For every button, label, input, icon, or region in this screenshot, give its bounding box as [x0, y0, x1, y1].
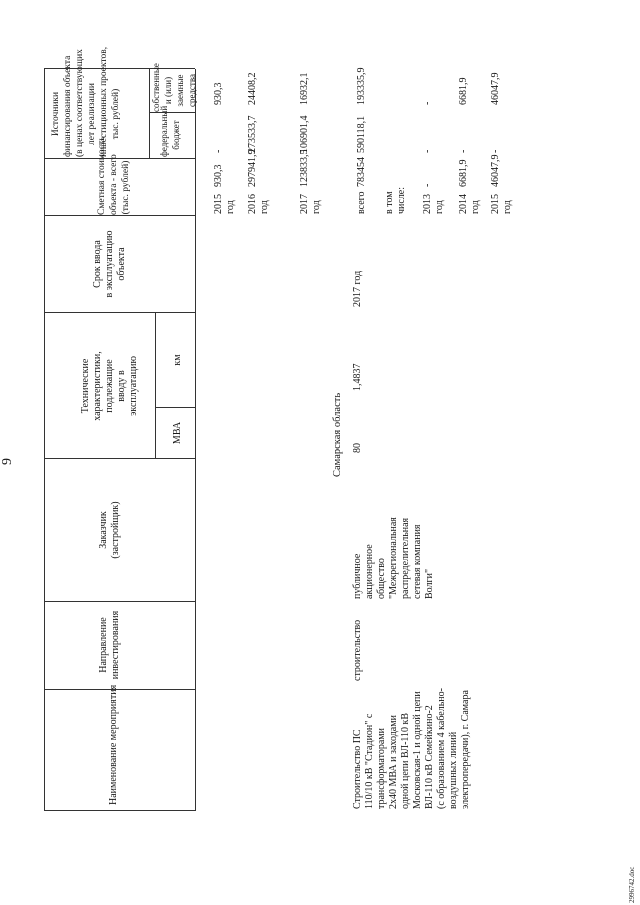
page-number: 9 [0, 458, 15, 465]
col-line-5 [44, 215, 195, 216]
right-year-cell-cost: 46047,9 [490, 154, 501, 187]
right-year-cell-federal: - [458, 149, 469, 153]
right-year-cell-own: 46047,9 [490, 72, 501, 105]
row-direction: строительство [352, 619, 363, 681]
region-heading: Самарская область [332, 392, 343, 477]
col-line-3 [44, 458, 195, 459]
left-year-cell-year: 2015 год [213, 194, 236, 214]
col-line-left [44, 810, 195, 811]
header-name: Наименование мероприятия [108, 684, 119, 805]
col-line-2 [44, 601, 195, 602]
row-km: 1,4837 [352, 363, 363, 391]
footer-code: 2996742.doc [628, 866, 636, 903]
header-commission: Срок ввода в эксплуатацию объекта [92, 230, 127, 298]
col-line-6 [44, 158, 195, 159]
right-year-cell-year: в том числе: [384, 186, 407, 214]
row-mva: 80 [352, 443, 363, 453]
col-line-mva-km [155, 407, 195, 408]
left-year-cell-own: 16932,1 [299, 72, 310, 105]
right-year-cell-federal: - [422, 149, 433, 153]
left-year-cell-federal: - [213, 149, 224, 153]
header-cost: Сметная стоимость объекта - всего (тыс. рублей) [97, 136, 131, 215]
right-year-cell-year: 2014 год [458, 194, 481, 214]
tech-subheader-line [155, 313, 156, 459]
header-customer: Заказчик (застройщик) [98, 501, 121, 559]
right-year-cell-federal: - [490, 149, 501, 153]
right-year-cell-own: - [422, 101, 433, 105]
right-year-cell-year: всего [356, 191, 367, 214]
header-tech: Технические характеристики, подлежащие вводу в эксплуатацию [80, 351, 139, 421]
right-year-cell-cost: 783454 [356, 157, 367, 187]
left-year-cell-year: 2016 год [247, 194, 270, 214]
row-commission: 2017 год [352, 270, 363, 307]
left-year-cell-cost: 930,3 [213, 164, 224, 187]
col-line-4 [44, 312, 195, 313]
right-year-cell-own: 6681,9 [458, 77, 469, 105]
right-year-cell-cost: - [422, 183, 433, 187]
left-year-cell-year: 2017 год [299, 194, 322, 214]
header-mva: МВА [172, 421, 183, 445]
right-year-cell-federal: 590118,1 [356, 115, 367, 153]
right-year-cell-own: 193335,9 [356, 67, 367, 105]
header-direction: Направление инвестирования [98, 610, 121, 680]
header-federal: федеральный бюджет [159, 105, 181, 157]
left-year-cell-cost: 123833,5 [299, 149, 310, 187]
left-year-cell-cost: 297941,9 [247, 149, 258, 187]
col-line-1 [44, 689, 195, 690]
header-sources: Источники финансирования объекта (в ценах соответствующих лет реализации инвестиционных проектов, тыс. рублей) [51, 46, 121, 157]
header-km: км [172, 354, 183, 366]
left-year-cell-own: 24408,2 [247, 72, 258, 105]
table-top-border [44, 69, 45, 811]
left-year-cell-own: 930,3 [213, 82, 224, 105]
row-name: Строительство ПС 110/10 кВ "Стадион" с трансформаторами 2x40 МВА и заходами одной цепи ВЛ-110 кВ Московская-1 и одной цепи ВЛ-110 кВ Семейкино-2 (с образованием 4 кабельно- воздушных линий электропередачи), г. Самара [352, 688, 471, 809]
right-year-cell-year: 2015 год [490, 194, 513, 214]
header-own: собственные и (или) заемные средства [151, 63, 197, 112]
row-customer: публичное акционерное общество "Межрегиональная распределительная сетевая компания Волги" [352, 517, 435, 599]
left-year-cell-federal: 106901,4 [299, 115, 310, 153]
right-year-cell-cost: 6681,9 [458, 159, 469, 187]
right-year-cell-year: 2013 год [422, 194, 445, 214]
left-year-cell-federal: 273533,7 [247, 115, 258, 153]
header-bottom-border [195, 69, 196, 811]
